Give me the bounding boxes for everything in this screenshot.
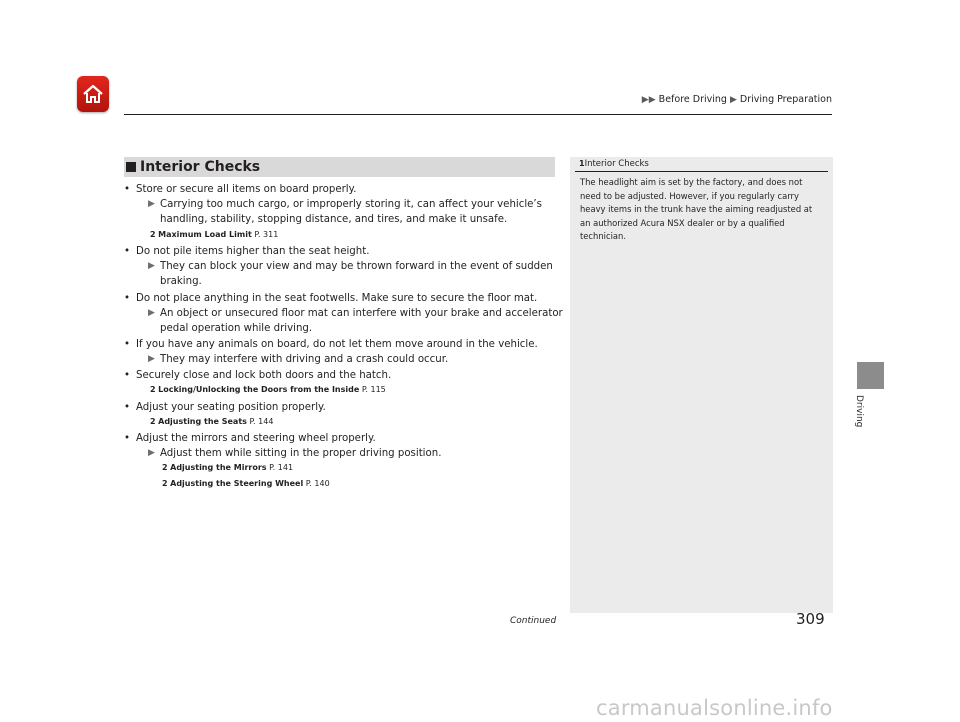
bullet-text: Store or secure all items on board properly. [136,184,357,195]
reference-page: P. 311 [254,230,279,239]
sub-text: An object or unsecured floor mat can interfere with your brake and accelerator pedal operation while driving. [160,308,563,334]
reference-link[interactable]: Locking/Unlocking the Doors from the Inside [158,385,360,394]
reference-page: P. 141 [269,463,294,472]
sub-text: Adjust them while sitting in the proper driving position. [160,448,442,459]
chapter-tab[interactable] [857,362,884,389]
sub-text: Carrying too much cargo, or improperly storing it, can affect your vehicle’s handling, stability, stopping distance, and tires, and make it unsafe. [160,199,542,225]
breadcrumb-arrow-icon: ▶▶ [641,95,656,105]
reference [162,478,330,490]
page-number: 309 [796,610,825,628]
reference-icon: 2 [150,417,156,426]
reference-link[interactable]: Adjusting the Mirrors [170,463,267,472]
continued-label: Continued [510,616,557,626]
bullet-text: Do not pile items higher than the seat height. [136,246,370,257]
sub-text: They may interfere with driving and a crash could occur. [160,354,449,365]
reference [150,384,386,396]
breadcrumb-before-driving[interactable]: Before Driving [658,94,727,105]
reference-icon: 2 [162,463,168,472]
bullet-text: Do not place anything in the seat footwells. Make sure to secure the floor mat. [136,293,538,304]
reference-icon: 2 [162,479,168,488]
section-title: Interior Checks [140,159,261,175]
reference-icon: 2 [150,385,156,394]
section-square-icon [126,162,136,172]
sidebar-note [570,157,833,613]
breadcrumb [642,94,832,105]
sidebar-title: Interior Checks [584,159,649,169]
header-rule [124,114,832,115]
sidebar-note-icon: 1 [579,159,585,168]
sidebar-body: The headlight aim is set by the factory, and does not need to be adjusted. However, if you regularly carry heavy items in the trunk have the aiming readjusted at an authorized Acura NSX dealer or by a qualified technician. [580,177,813,242]
reference-page: P. 115 [361,385,386,394]
home-icon [82,83,104,105]
section-header [124,157,555,177]
triangle-arrow-icon: ▶ [148,354,155,364]
home-button[interactable] [77,76,109,112]
reference-link[interactable]: Adjusting the Seats [158,417,247,426]
reference-link[interactable]: Maximum Load Limit [158,230,252,239]
triangle-arrow-icon: ▶ [148,261,155,271]
sidebar-header [575,157,828,172]
bullet-text: Adjust your seating position properly. [136,402,326,413]
triangle-arrow-icon: ▶ [148,199,155,209]
reference [150,416,273,428]
reference-page: P. 144 [249,417,274,426]
reference-page: P. 140 [305,479,330,488]
bullet-text: If you have any animals on board, do not let them move around in the vehicle. [136,339,538,350]
reference-icon: 2 [150,230,156,239]
reference [150,229,278,241]
breadcrumb-driving-preparation[interactable]: Driving Preparation [739,94,832,105]
reference [162,462,293,474]
sub-text: They can block your view and may be thrown forward in the event of sudden braking. [160,261,553,287]
chapter-tab-label: Driving [854,395,864,428]
reference-link[interactable]: Adjusting the Steering Wheel [170,479,304,488]
bullet-text: Securely close and lock both doors and the hatch. [136,370,392,381]
watermark: carmanualsonline.info [596,696,833,720]
triangle-arrow-icon: ▶ [148,308,155,318]
bullet-text: Adjust the mirrors and steering wheel properly. [136,433,376,444]
triangle-arrow-icon: ▶ [148,448,155,458]
breadcrumb-separator-icon: ▶ [729,95,737,105]
